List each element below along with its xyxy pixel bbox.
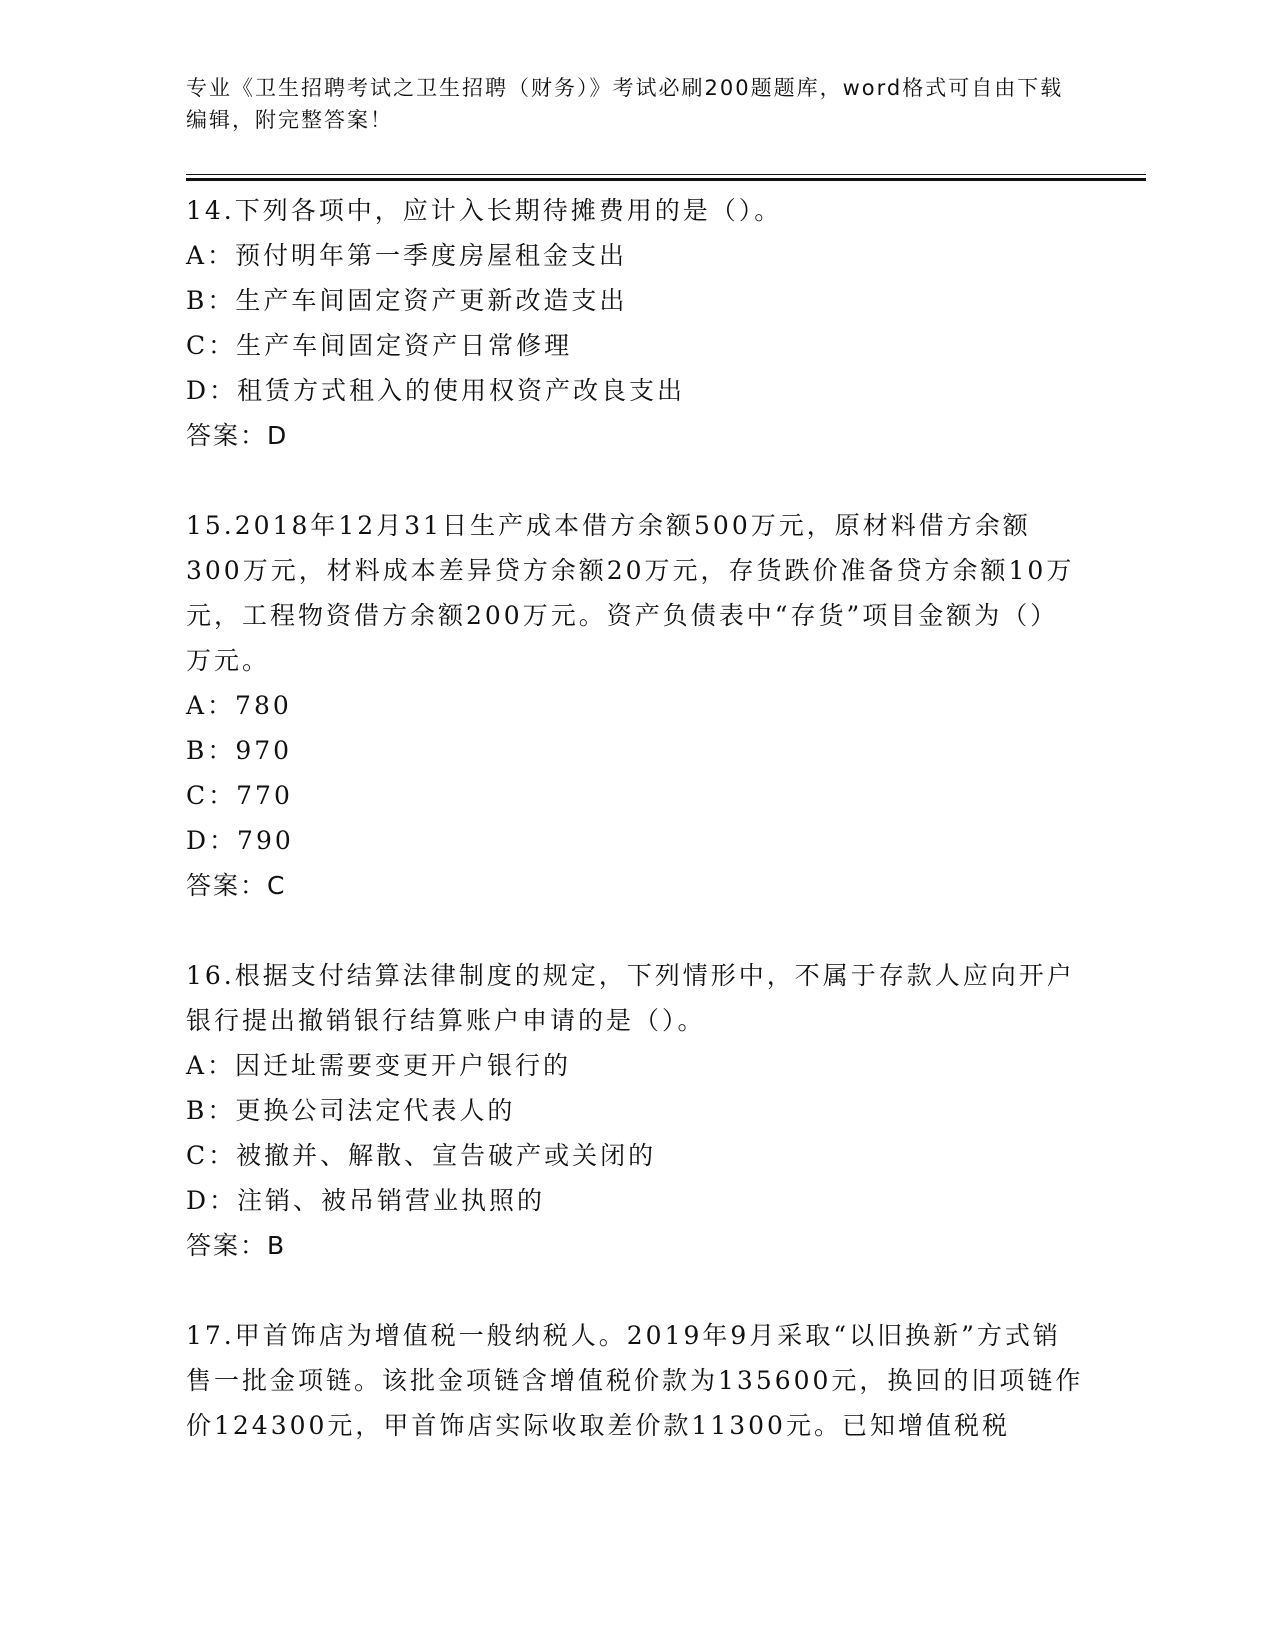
option-c: C：生产车间固定资产日常修理 — [186, 331, 573, 360]
option-d: D：790 — [186, 826, 294, 855]
question-stem: 14.下列各项中，应计入长期待摊费用的是（）。 — [186, 196, 783, 225]
header-title: 专业《卫生招聘考试之卫生招聘（财务）》考试必刷200题题库，word格式可自由下载编辑，附完整答案！ — [186, 76, 1064, 132]
document-header — [186, 72, 1066, 136]
option-b: B：970 — [186, 736, 293, 765]
question-16 — [186, 953, 1086, 1268]
answer-label: 答案：C — [186, 871, 287, 900]
question-14 — [186, 188, 1086, 458]
header-divider-thick — [186, 178, 1146, 181]
question-list — [186, 188, 1086, 1493]
option-b: B：生产车间固定资产更新改造支出 — [186, 286, 628, 315]
answer-label: 答案：B — [186, 1231, 287, 1260]
option-a: A：因迁址需要变更开户银行的 — [186, 1051, 572, 1080]
question-15 — [186, 503, 1086, 908]
option-a: A：780 — [186, 691, 292, 720]
option-b: B：更换公司法定代表人的 — [186, 1096, 516, 1125]
option-d: D：注销、被吊销营业执照的 — [186, 1186, 546, 1215]
answer-label: 答案：D — [186, 421, 289, 450]
question-stem: 16.根据支付结算法律制度的规定，下列情形中，不属于存款人应向开户银行提出撤销银行结算账户申请的是（）。 — [186, 961, 1075, 1035]
header-divider-thin — [186, 174, 1146, 175]
question-17 — [186, 1313, 1086, 1448]
question-stem: 15.2018年12月31日生产成本借方余额500万元，原材料借方余额300万元，材料成本差异贷方余额20万元，存货跌价准备贷方余额10万元，工程物资借方余额200万元。资产负债表中“存货”项目金额为（）万元。 — [186, 511, 1075, 675]
option-c: C：770 — [186, 781, 293, 810]
option-c: C：被撤并、解散、宣告破产或关闭的 — [186, 1141, 657, 1170]
option-a: A：预付明年第一季度房屋租金支出 — [186, 241, 628, 270]
option-d: D：租赁方式租入的使用权资产改良支出 — [186, 376, 686, 405]
question-stem: 17.甲首饰店为增值税一般纳税人。2019年9月采取“以旧换新”方式销售一批金项链。该批金项链含增值税价款为135600元，换回的旧项链作价124300元，甲首饰店实际收取差价款11300元。已知增值税税 — [186, 1321, 1084, 1440]
